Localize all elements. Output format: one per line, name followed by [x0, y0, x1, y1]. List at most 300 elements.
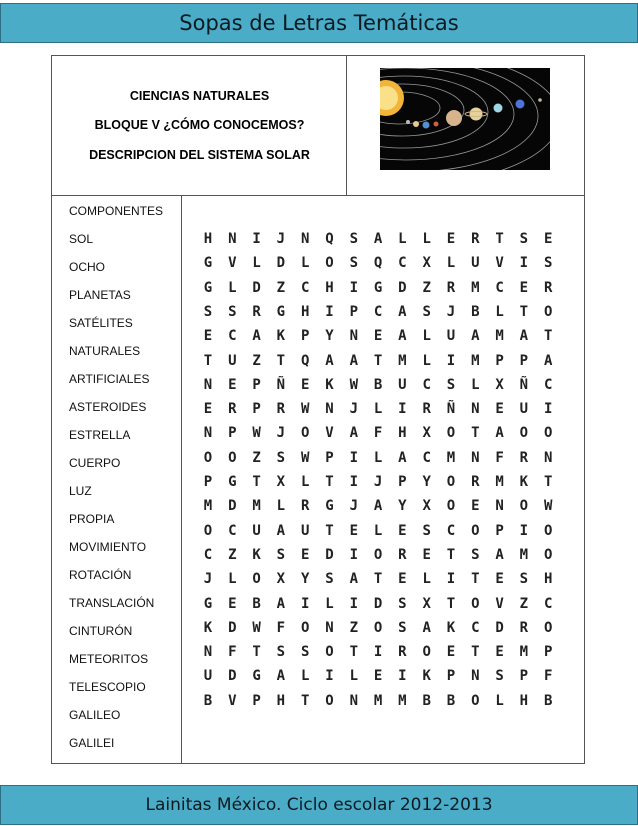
grid-letter[interactable]: J [203, 571, 213, 588]
grid-letter[interactable]: P [349, 303, 359, 320]
grid-letter[interactable]: T [276, 352, 286, 369]
grid-letter[interactable]: J [373, 474, 383, 490]
grid-letter[interactable]: L [276, 498, 286, 515]
grid-letter[interactable]: X [495, 376, 504, 393]
grid-letter[interactable]: Ñ [519, 376, 529, 393]
grid-letter[interactable]: I [398, 401, 407, 418]
grid-letter[interactable]: S [519, 231, 529, 247]
grid-letter[interactable]: L [228, 279, 237, 296]
grid-letter[interactable]: W [300, 449, 310, 466]
grid-letter[interactable]: C [471, 619, 480, 636]
grid-letter[interactable]: A [373, 498, 383, 515]
grid-letter[interactable]: I [373, 644, 383, 661]
grid-letter[interactable]: M [252, 498, 261, 515]
grid-letter[interactable]: Q [300, 352, 310, 369]
grid-letter[interactable]: E [373, 328, 383, 345]
grid-letter[interactable]: L [300, 255, 310, 272]
grid-letter[interactable]: D [325, 546, 334, 563]
grid-letter[interactable]: E [422, 546, 431, 563]
grid-letter[interactable]: K [252, 546, 261, 563]
grid-letter[interactable]: C [422, 376, 431, 393]
grid-letter[interactable]: O [203, 522, 213, 539]
grid-letter[interactable]: H [276, 692, 286, 709]
grid-letter[interactable]: M [519, 644, 529, 661]
grid-letter[interactable]: L [300, 668, 310, 685]
grid-letter[interactable]: Z [519, 595, 529, 612]
grid-letter[interactable]: W [543, 498, 553, 515]
grid-letter[interactable]: N [203, 376, 213, 393]
grid-letter[interactable]: E [398, 522, 407, 539]
grid-letter[interactable]: L [422, 352, 431, 369]
grid-letter[interactable]: Y [398, 498, 407, 515]
grid-letter[interactable]: V [228, 692, 237, 709]
grid-letter[interactable]: Y [422, 474, 431, 490]
grid-letter[interactable]: N [471, 449, 480, 466]
grid-letter[interactable]: O [471, 595, 480, 612]
grid-letter[interactable]: K [446, 619, 456, 636]
grid-letter[interactable]: O [519, 425, 529, 442]
grid-letter[interactable]: E [228, 595, 237, 612]
grid-letter[interactable]: R [519, 619, 529, 636]
grid-letter[interactable]: B [543, 692, 553, 709]
grid-letter[interactable]: S [276, 644, 286, 661]
grid-letter[interactable]: T [495, 231, 504, 247]
grid-letter[interactable]: R [422, 401, 431, 418]
grid-letter[interactable]: A [422, 619, 431, 636]
grid-letter[interactable]: I [349, 279, 359, 296]
grid-letter[interactable]: A [471, 328, 480, 345]
grid-letter[interactable]: Z [252, 449, 261, 466]
grid-letter[interactable]: N [349, 692, 359, 709]
grid-letter[interactable]: A [543, 352, 553, 369]
grid-letter[interactable]: S [349, 255, 359, 272]
grid-letter[interactable]: R [398, 546, 407, 563]
grid-letter[interactable]: L [300, 474, 310, 490]
grid-letter[interactable]: T [446, 546, 456, 563]
grid-letter[interactable]: D [228, 498, 237, 515]
grid-letter[interactable]: I [252, 231, 261, 247]
grid-letter[interactable]: S [228, 303, 237, 320]
grid-letter[interactable]: S [495, 668, 504, 685]
grid-letter[interactable]: H [398, 425, 407, 442]
grid-letter[interactable]: O [543, 303, 553, 320]
grid-letter[interactable]: P [252, 401, 261, 418]
grid-letter[interactable]: C [446, 522, 456, 539]
grid-letter[interactable]: R [519, 449, 529, 466]
grid-letter[interactable]: P [300, 328, 310, 345]
grid-letter[interactable]: S [398, 595, 407, 612]
grid-letter[interactable]: L [422, 571, 431, 588]
grid-letter[interactable]: M [203, 498, 213, 515]
grid-letter[interactable]: Z [276, 279, 286, 296]
grid-letter[interactable]: Y [325, 328, 334, 345]
grid-letter[interactable]: N [495, 498, 504, 515]
grid-letter[interactable]: N [471, 401, 480, 418]
grid-letter[interactable]: P [252, 692, 261, 709]
grid-letter[interactable]: L [325, 595, 334, 612]
grid-letter[interactable]: A [276, 595, 286, 612]
grid-letter[interactable]: N [203, 425, 213, 442]
grid-letter[interactable]: I [300, 595, 310, 612]
grid-letter[interactable]: S [300, 644, 310, 661]
grid-letter[interactable]: O [325, 644, 334, 661]
grid-letter[interactable]: I [398, 668, 407, 685]
grid-letter[interactable]: E [300, 546, 310, 563]
grid-letter[interactable]: H [543, 571, 553, 588]
grid-letter[interactable]: O [203, 449, 213, 466]
grid-letter[interactable]: P [446, 668, 456, 685]
grid-letter[interactable]: E [300, 376, 310, 393]
grid-letter[interactable]: O [519, 498, 529, 515]
grid-letter[interactable]: A [349, 425, 359, 442]
grid-letter[interactable]: W [252, 425, 261, 442]
grid-letter[interactable]: T [471, 571, 480, 588]
grid-letter[interactable]: O [228, 449, 237, 466]
grid-letter[interactable]: A [519, 328, 529, 345]
grid-letter[interactable]: S [543, 255, 553, 272]
grid-letter[interactable]: B [446, 692, 456, 709]
grid-letter[interactable]: G [252, 668, 261, 685]
grid-letter[interactable]: P [252, 376, 261, 393]
grid-letter[interactable]: H [300, 303, 310, 320]
grid-letter[interactable]: G [373, 279, 383, 296]
grid-letter[interactable]: O [543, 425, 553, 442]
grid-letter[interactable]: M [471, 352, 480, 369]
grid-letter[interactable]: L [495, 303, 504, 320]
grid-letter[interactable]: L [495, 692, 504, 709]
grid-letter[interactable]: L [422, 328, 431, 345]
grid-letter[interactable]: T [446, 595, 456, 612]
grid-letter[interactable]: O [325, 255, 334, 272]
grid-letter[interactable]: M [398, 352, 407, 369]
grid-letter[interactable]: T [349, 644, 359, 661]
grid-letter[interactable]: I [519, 522, 529, 539]
grid-letter[interactable]: J [276, 231, 286, 247]
grid-letter[interactable]: G [203, 255, 213, 272]
grid-letter[interactable]: B [203, 692, 213, 709]
grid-letter[interactable]: Ñ [446, 401, 456, 418]
grid-letter[interactable]: X [276, 474, 286, 490]
grid-letter[interactable]: A [373, 231, 383, 247]
grid-letter[interactable]: Z [252, 352, 261, 369]
grid-letter[interactable]: T [519, 303, 529, 320]
grid-letter[interactable]: S [276, 546, 286, 563]
grid-letter[interactable]: O [373, 619, 383, 636]
grid-letter[interactable]: B [471, 303, 480, 320]
grid-letter[interactable]: R [276, 401, 286, 418]
grid-letter[interactable]: T [300, 692, 310, 709]
grid-letter[interactable]: D [495, 619, 504, 636]
grid-letter[interactable]: A [349, 352, 359, 369]
grid-letter[interactable]: R [471, 231, 480, 247]
grid-letter[interactable]: Y [300, 571, 310, 588]
grid-letter[interactable]: X [276, 571, 286, 588]
grid-letter[interactable]: E [349, 522, 359, 539]
grid-letter[interactable]: L [398, 231, 407, 247]
grid-letter[interactable]: T [252, 474, 261, 490]
grid-letter[interactable]: I [519, 255, 529, 272]
grid-letter[interactable]: I [349, 595, 359, 612]
grid-letter[interactable]: C [203, 546, 213, 563]
grid-letter[interactable]: U [252, 522, 261, 539]
grid-letter[interactable]: M [495, 474, 504, 490]
grid-letter[interactable]: U [300, 522, 310, 539]
grid-letter[interactable]: S [203, 303, 213, 320]
grid-letter[interactable]: E [228, 376, 237, 393]
grid-letter[interactable]: V [495, 595, 504, 612]
grid-letter[interactable]: P [519, 352, 529, 369]
grid-letter[interactable]: M [373, 692, 383, 709]
grid-letter[interactable]: M [495, 328, 504, 345]
grid-letter[interactable]: W [349, 376, 359, 393]
grid-letter[interactable]: T [471, 425, 480, 442]
grid-letter[interactable]: R [471, 474, 480, 490]
grid-letter[interactable]: L [471, 376, 480, 393]
grid-letter[interactable]: C [228, 328, 237, 345]
grid-letter[interactable]: P [543, 644, 553, 661]
grid-letter[interactable]: A [398, 449, 407, 466]
grid-letter[interactable]: Ñ [276, 376, 286, 393]
grid-letter[interactable]: P [325, 449, 334, 466]
grid-letter[interactable]: P [495, 352, 504, 369]
grid-letter[interactable]: O [446, 498, 456, 515]
grid-letter[interactable]: I [543, 401, 553, 418]
grid-letter[interactable]: E [471, 498, 480, 515]
grid-letter[interactable]: D [252, 279, 261, 296]
grid-letter[interactable]: E [495, 401, 504, 418]
grid-letter[interactable]: E [519, 279, 529, 296]
grid-letter[interactable]: S [276, 449, 286, 466]
grid-letter[interactable]: R [252, 303, 261, 320]
grid-letter[interactable]: E [495, 644, 504, 661]
grid-letter[interactable]: L [349, 668, 359, 685]
grid-letter[interactable]: D [276, 255, 286, 272]
grid-letter[interactable]: X [422, 255, 431, 272]
grid-letter[interactable]: O [373, 546, 383, 563]
grid-letter[interactable]: V [228, 255, 237, 272]
grid-letter[interactable]: Z [349, 619, 359, 636]
grid-letter[interactable]: T [373, 352, 383, 369]
grid-letter[interactable]: R [398, 644, 407, 661]
grid-letter[interactable]: T [325, 474, 334, 490]
grid-letter[interactable]: V [495, 255, 504, 272]
grid-letter[interactable]: H [519, 692, 529, 709]
grid-letter[interactable]: K [422, 668, 431, 685]
grid-letter[interactable]: F [373, 425, 383, 442]
grid-letter[interactable]: U [203, 668, 213, 685]
grid-letter[interactable]: K [325, 376, 334, 393]
grid-letter[interactable]: X [422, 595, 431, 612]
grid-letter[interactable]: D [398, 279, 407, 296]
grid-letter[interactable]: D [228, 668, 237, 685]
grid-letter[interactable]: L [373, 401, 383, 418]
grid-letter[interactable]: R [300, 498, 310, 515]
grid-letter[interactable]: V [325, 425, 334, 442]
grid-letter[interactable]: A [349, 571, 359, 588]
grid-letter[interactable]: O [300, 425, 310, 442]
grid-letter[interactable]: S [519, 571, 529, 588]
grid-letter[interactable]: E [446, 231, 456, 247]
grid-letter[interactable]: A [495, 425, 504, 442]
grid-letter[interactable]: O [300, 619, 310, 636]
grid-letter[interactable]: C [495, 279, 504, 296]
grid-letter[interactable]: S [422, 303, 431, 320]
grid-letter[interactable]: O [471, 692, 480, 709]
grid-letter[interactable]: T [543, 474, 553, 490]
grid-letter[interactable]: R [543, 279, 553, 296]
grid-letter[interactable]: C [398, 255, 407, 272]
grid-letter[interactable]: D [228, 619, 237, 636]
grid-letter[interactable]: L [373, 522, 383, 539]
grid-letter[interactable]: W [252, 619, 261, 636]
grid-letter[interactable]: A [276, 522, 286, 539]
grid-letter[interactable]: N [203, 644, 213, 661]
grid-letter[interactable]: M [519, 546, 529, 563]
grid-letter[interactable]: A [325, 352, 334, 369]
grid-letter[interactable]: O [446, 425, 456, 442]
grid-letter[interactable]: U [446, 328, 456, 345]
grid-letter[interactable]: G [325, 498, 334, 515]
grid-letter[interactable]: B [252, 595, 261, 612]
grid-letter[interactable]: D [373, 595, 383, 612]
grid-letter[interactable]: M [398, 692, 407, 709]
grid-letter[interactable]: U [471, 255, 480, 272]
grid-letter[interactable]: F [276, 619, 286, 636]
grid-letter[interactable]: O [543, 522, 553, 539]
grid-letter[interactable]: N [349, 328, 359, 345]
grid-letter[interactable]: B [373, 376, 383, 393]
grid-letter[interactable]: K [203, 619, 213, 636]
grid-letter[interactable]: J [276, 425, 286, 442]
grid-letter[interactable]: T [325, 522, 334, 539]
grid-letter[interactable]: S [325, 571, 334, 588]
grid-letter[interactable]: O [422, 644, 431, 661]
grid-letter[interactable]: P [495, 522, 504, 539]
grid-letter[interactable]: H [203, 231, 213, 247]
grid-letter[interactable]: N [300, 231, 310, 247]
grid-letter[interactable]: G [203, 279, 213, 296]
grid-letter[interactable]: F [543, 668, 553, 685]
grid-letter[interactable]: L [446, 255, 456, 272]
grid-letter[interactable]: N [325, 401, 334, 418]
grid-letter[interactable]: H [325, 279, 334, 296]
grid-letter[interactable]: O [325, 692, 334, 709]
grid-letter[interactable]: C [228, 522, 237, 539]
grid-letter[interactable]: Q [373, 255, 383, 272]
grid-letter[interactable]: T [373, 571, 383, 588]
grid-letter[interactable]: E [203, 401, 213, 418]
grid-letter[interactable]: P [203, 474, 213, 490]
grid-letter[interactable]: K [519, 474, 529, 490]
grid-letter[interactable]: S [349, 231, 359, 247]
grid-letter[interactable]: E [203, 328, 213, 345]
grid-letter[interactable]: W [300, 401, 310, 418]
grid-letter[interactable]: C [543, 376, 553, 393]
grid-letter[interactable]: U [519, 401, 529, 418]
grid-letter[interactable]: T [543, 328, 553, 345]
grid-letter[interactable]: A [398, 328, 407, 345]
grid-letter[interactable]: C [300, 279, 310, 296]
grid-letter[interactable]: A [495, 546, 504, 563]
grid-letter[interactable]: L [228, 571, 237, 588]
grid-letter[interactable]: I [446, 571, 456, 588]
grid-letter[interactable]: G [276, 303, 286, 320]
grid-letter[interactable]: O [446, 474, 456, 490]
grid-letter[interactable]: M [446, 449, 456, 466]
grid-letter[interactable]: A [276, 668, 286, 685]
grid-letter[interactable]: N [228, 231, 237, 247]
grid-letter[interactable]: L [373, 449, 383, 466]
grid-letter[interactable]: I [349, 546, 359, 563]
grid-letter[interactable]: C [373, 303, 383, 320]
grid-letter[interactable]: A [252, 328, 261, 345]
grid-letter[interactable]: B [422, 692, 431, 709]
grid-letter[interactable]: U [228, 352, 237, 369]
grid-letter[interactable]: F [495, 449, 504, 466]
grid-letter[interactable]: N [543, 449, 553, 466]
grid-letter[interactable]: G [228, 474, 237, 490]
grid-letter[interactable]: X [422, 498, 431, 515]
grid-letter[interactable]: K [276, 328, 286, 345]
grid-letter[interactable]: G [203, 595, 213, 612]
grid-letter[interactable]: Q [325, 231, 334, 247]
grid-letter[interactable]: S [398, 619, 407, 636]
grid-letter[interactable]: J [446, 303, 456, 320]
grid-letter[interactable]: S [446, 376, 456, 393]
grid-letter[interactable]: O [252, 571, 261, 588]
grid-letter[interactable]: L [422, 231, 431, 247]
grid-letter[interactable]: T [252, 644, 261, 661]
grid-letter[interactable]: O [543, 619, 553, 636]
grid-letter[interactable]: I [446, 352, 456, 369]
grid-letter[interactable]: C [543, 595, 553, 612]
grid-letter[interactable]: T [471, 644, 480, 661]
grid-letter[interactable]: X [422, 425, 431, 442]
grid-letter[interactable]: R [446, 279, 456, 296]
grid-letter[interactable]: A [398, 303, 407, 320]
grid-letter[interactable]: F [228, 644, 237, 661]
grid-letter[interactable]: T [203, 352, 213, 369]
grid-letter[interactable]: R [228, 401, 237, 418]
grid-letter[interactable]: I [325, 303, 334, 320]
grid-letter[interactable]: E [373, 668, 383, 685]
grid-letter[interactable]: N [325, 619, 334, 636]
grid-letter[interactable]: U [398, 376, 407, 393]
grid-letter[interactable]: E [398, 571, 407, 588]
grid-letter[interactable]: E [495, 571, 504, 588]
grid-letter[interactable]: J [349, 401, 359, 418]
grid-letter[interactable]: L [252, 255, 261, 272]
grid-letter[interactable]: E [446, 644, 456, 661]
grid-letter[interactable]: C [422, 449, 431, 466]
grid-letter[interactable]: O [543, 546, 553, 563]
grid-letter[interactable]: E [543, 231, 553, 247]
grid-letter[interactable]: P [519, 668, 529, 685]
grid-letter[interactable]: O [471, 522, 480, 539]
grid-letter[interactable]: J [349, 498, 359, 515]
grid-letter[interactable]: I [349, 474, 359, 490]
grid-letter[interactable]: Z [228, 546, 237, 563]
grid-letter[interactable]: N [471, 668, 480, 685]
grid-letter[interactable]: P [398, 474, 407, 490]
grid-letter[interactable]: I [325, 668, 334, 685]
grid-letter[interactable]: Z [422, 279, 431, 296]
grid-letter[interactable]: P [228, 425, 237, 442]
grid-letter[interactable]: M [471, 279, 480, 296]
grid-letter[interactable]: S [471, 546, 480, 563]
grid-letter[interactable]: S [422, 522, 431, 539]
grid-letter[interactable]: I [349, 449, 359, 466]
